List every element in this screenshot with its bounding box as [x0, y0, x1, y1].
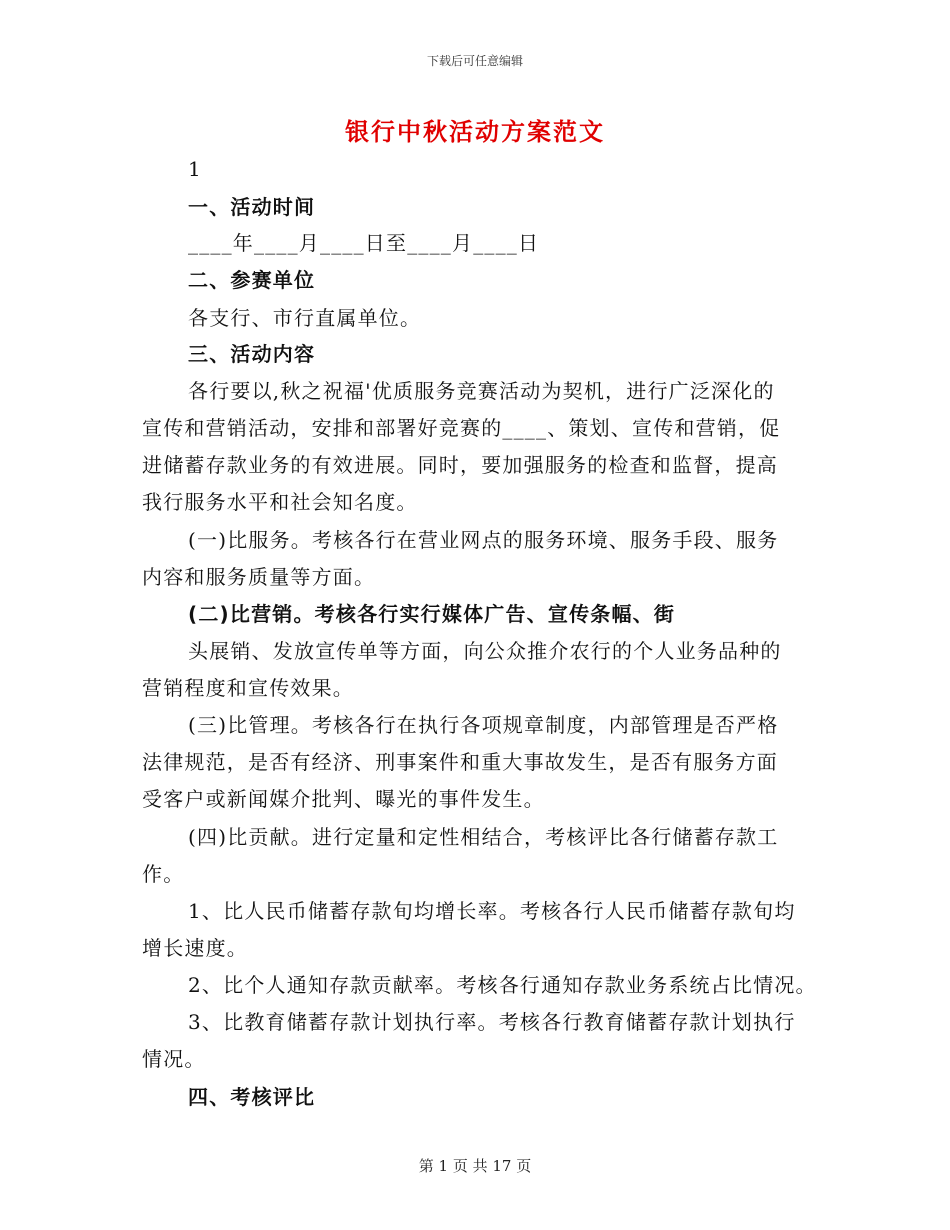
item-service-line: 内容和服务质量等方面。	[142, 565, 376, 589]
item-management-line: 法律规范，是否有经济、刑事案件和重大事故发生，是否有服务方面	[142, 750, 778, 774]
item-marketing-line: 头展销、发放宣传单等方面，向公众推介农行的个人业务品种的	[188, 639, 782, 663]
item-management-line: 受客户或新闻媒介批判、曝光的事件发生。	[142, 787, 545, 811]
item-management-line: (三)比管理。考核各行在执行各项规章制度，内部管理是否严格	[188, 713, 779, 737]
section-heading-time: 一、活动时间	[188, 195, 316, 219]
numbered-item-line: 增长速度。	[142, 936, 248, 960]
numbered-item-line: 2、比个人通知存款贡献率。考核各行通知存款业务系统占比情况。	[188, 973, 817, 997]
document-title: 银行中秋活动方案范文	[345, 117, 605, 146]
page-header-note: 下载后可任意编辑	[426, 54, 523, 68]
item-contribution-line: (四)比贡献。进行定量和定性相结合，考核评比各行储蓄存款工	[188, 825, 779, 849]
time-blank-line: ____年____月____日至____月____日	[188, 231, 540, 255]
page-footer: 第 1 页 共 17 页	[418, 1157, 532, 1175]
item-marketing-line: 营销程度和宣传效果。	[142, 676, 354, 700]
paragraph-line: 宣传和营销活动，安排和部署好竞赛的____、策划、宣传和营销，促	[142, 416, 781, 440]
section-heading-evaluation: 四、考核评比	[188, 1085, 316, 1109]
paragraph-line: 我行服务水平和社会知名度。	[142, 490, 418, 514]
numbered-item-line: 情况。	[142, 1047, 206, 1071]
section-number: 1	[188, 157, 202, 181]
paragraph-line: 进储蓄存款业务的有效进展。同时，要加强服务的检查和监督，提高	[142, 453, 778, 477]
units-line: 各支行、市行直属单位。	[188, 306, 422, 330]
section-heading-units: 二、参赛单位	[188, 268, 316, 292]
section-heading-content: 三、活动内容	[188, 342, 316, 366]
item-service-line: (一)比服务。考核各行在营业网点的服务环境、服务手段、服务	[188, 528, 779, 552]
numbered-item-line: 3、比教育储蓄存款计划执行率。考核各行教育储蓄存款计划执行	[188, 1010, 796, 1034]
paragraph-line: 各行要以,秋之祝福'优质服务竞赛活动为契机，进行广泛深化的	[188, 379, 775, 403]
item-marketing-heading: (二)比营销。考核各行实行媒体广告、宣传条幅、街	[188, 602, 676, 626]
item-contribution-line: 作。	[142, 862, 185, 886]
numbered-item-line: 1、比人民币储蓄存款旬均增长率。考核各行人民币储蓄存款旬均	[188, 899, 796, 923]
